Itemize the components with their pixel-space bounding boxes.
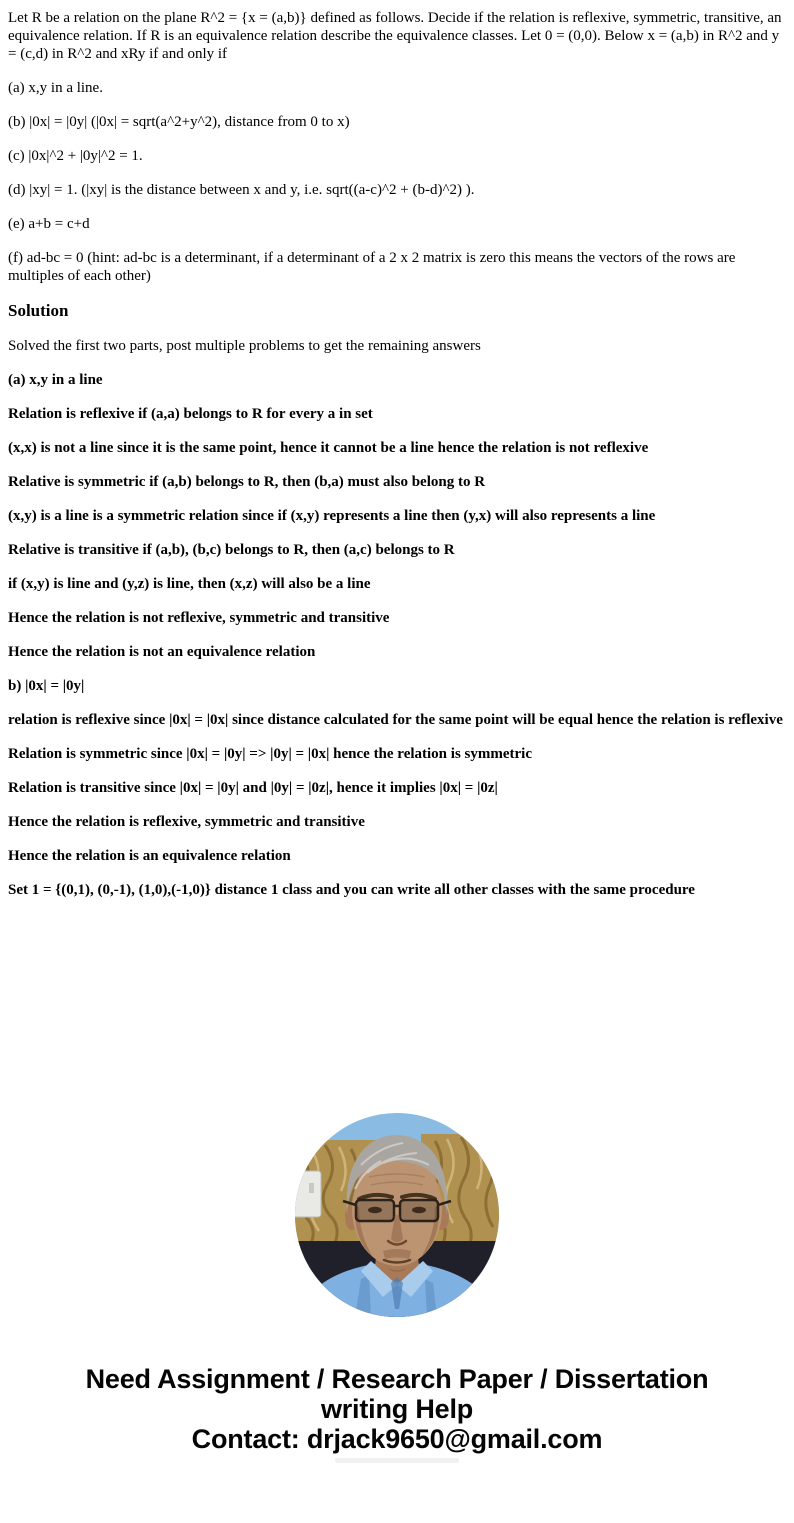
blurred-watermark bbox=[335, 1458, 459, 1463]
solution-b-line: Set 1 = {(0,1), (0,-1), (1,0),(-1,0)} distance 1 class and you can write all other classes with the same procedure bbox=[8, 882, 695, 898]
solution-a-line: if (x,y) is line and (y,z) is line, then (x,z) will also be a line bbox=[8, 576, 371, 592]
problem-item-d: (d) |xy| = 1. (|xy| is the distance between x and y, i.e. sqrt((a-c)^2 + (b-d)^2) ). bbox=[8, 182, 475, 198]
footer-ad bbox=[0, 1364, 794, 1454]
mustache-shadow bbox=[383, 1249, 411, 1259]
solution-b-line: Hence the relation is an equivalence relation bbox=[8, 848, 291, 864]
problem-item-c: (c) |0x|^2 + |0y|^2 = 1. bbox=[8, 148, 143, 164]
problem-item-b: (b) |0x| = |0y| (|0x| = sqrt(a^2+y^2), distance from 0 to x) bbox=[8, 114, 350, 130]
solution-a-title: (a) x,y in a line bbox=[8, 372, 103, 388]
solution-a-line: (x,x) is not a line since it is the same point, hence it cannot be a line hence the relation is not reflexive bbox=[8, 440, 649, 456]
problem-item-f: (f) ad-bc = 0 (hint: ad-bc is a determinant, if a determinant of a 2 x 2 matrix is zero this means the vectors of the rows are multiples of each other) bbox=[8, 250, 736, 284]
switchboard bbox=[295, 1171, 321, 1217]
solution-b-line: Hence the relation is reflexive, symmetric and transitive bbox=[8, 814, 365, 830]
footer-line: writing Help bbox=[320, 1394, 474, 1424]
solution-b-title: b) |0x| = |0y| bbox=[8, 678, 85, 694]
switchboard-detail bbox=[309, 1183, 314, 1193]
solution-a-line: Hence the relation is not reflexive, symmetric and transitive bbox=[8, 610, 390, 626]
tutor-photo bbox=[295, 1113, 499, 1317]
footer-contact-email: Contact: drjack9650@gmail.com bbox=[191, 1424, 603, 1454]
solution-a-line: Relative is symmetric if (a,b) belongs to R, then (b,a) must also belong to R bbox=[8, 474, 486, 490]
problem-item-e: (e) a+b = c+d bbox=[8, 216, 90, 232]
solution-b-line: Relation is symmetric since |0x| = |0y| => |0y| = |0x| hence the relation is symmetric bbox=[8, 746, 532, 762]
solution-note: Solved the first two parts, post multiple problems to get the remaining answers bbox=[8, 338, 481, 354]
portrait-section bbox=[0, 1113, 794, 1317]
solution-a-line: Relation is reflexive if (a,a) belongs to R for every a in set bbox=[8, 406, 373, 422]
solution-heading: Solution bbox=[8, 301, 69, 320]
solution-a-line: (x,y) is a line is a symmetric relation since if (x,y) represents a line then (y,x) will also represents a line bbox=[8, 508, 656, 524]
solution-a-line: Relative is transitive if (a,b), (b,c) belongs to R, then (a,c) belongs to R bbox=[8, 542, 455, 558]
eye-left bbox=[368, 1207, 382, 1213]
eye-right bbox=[412, 1207, 426, 1213]
footer-line: Need Assignment / Research Paper / Dissertation bbox=[85, 1364, 709, 1394]
problem-item-a: (a) x,y in a line. bbox=[8, 80, 103, 96]
problem-intro: Let R be a relation on the plane R^2 = {x = (a,b)} defined as follows. Decide if the relation is reflexive, symmetric, transitive, an equivalence relation. If R is an equivalence relation describe the equivalence classes. Let 0 = (0,0). Below x = (a,b) in R^2 and y = (c,d) in R^2 and xRy if and only if bbox=[8, 10, 782, 62]
solution-a-line: Hence the relation is not an equivalence relation bbox=[8, 644, 316, 660]
solution-b-line: Relation is transitive since |0x| = |0y| and |0y| = |0z|, hence it implies |0x| = |0z| bbox=[8, 780, 498, 796]
solution-b-line: relation is reflexive since |0x| = |0x| since distance calculated for the same point will be equal hence the relation is reflexive bbox=[8, 712, 783, 728]
